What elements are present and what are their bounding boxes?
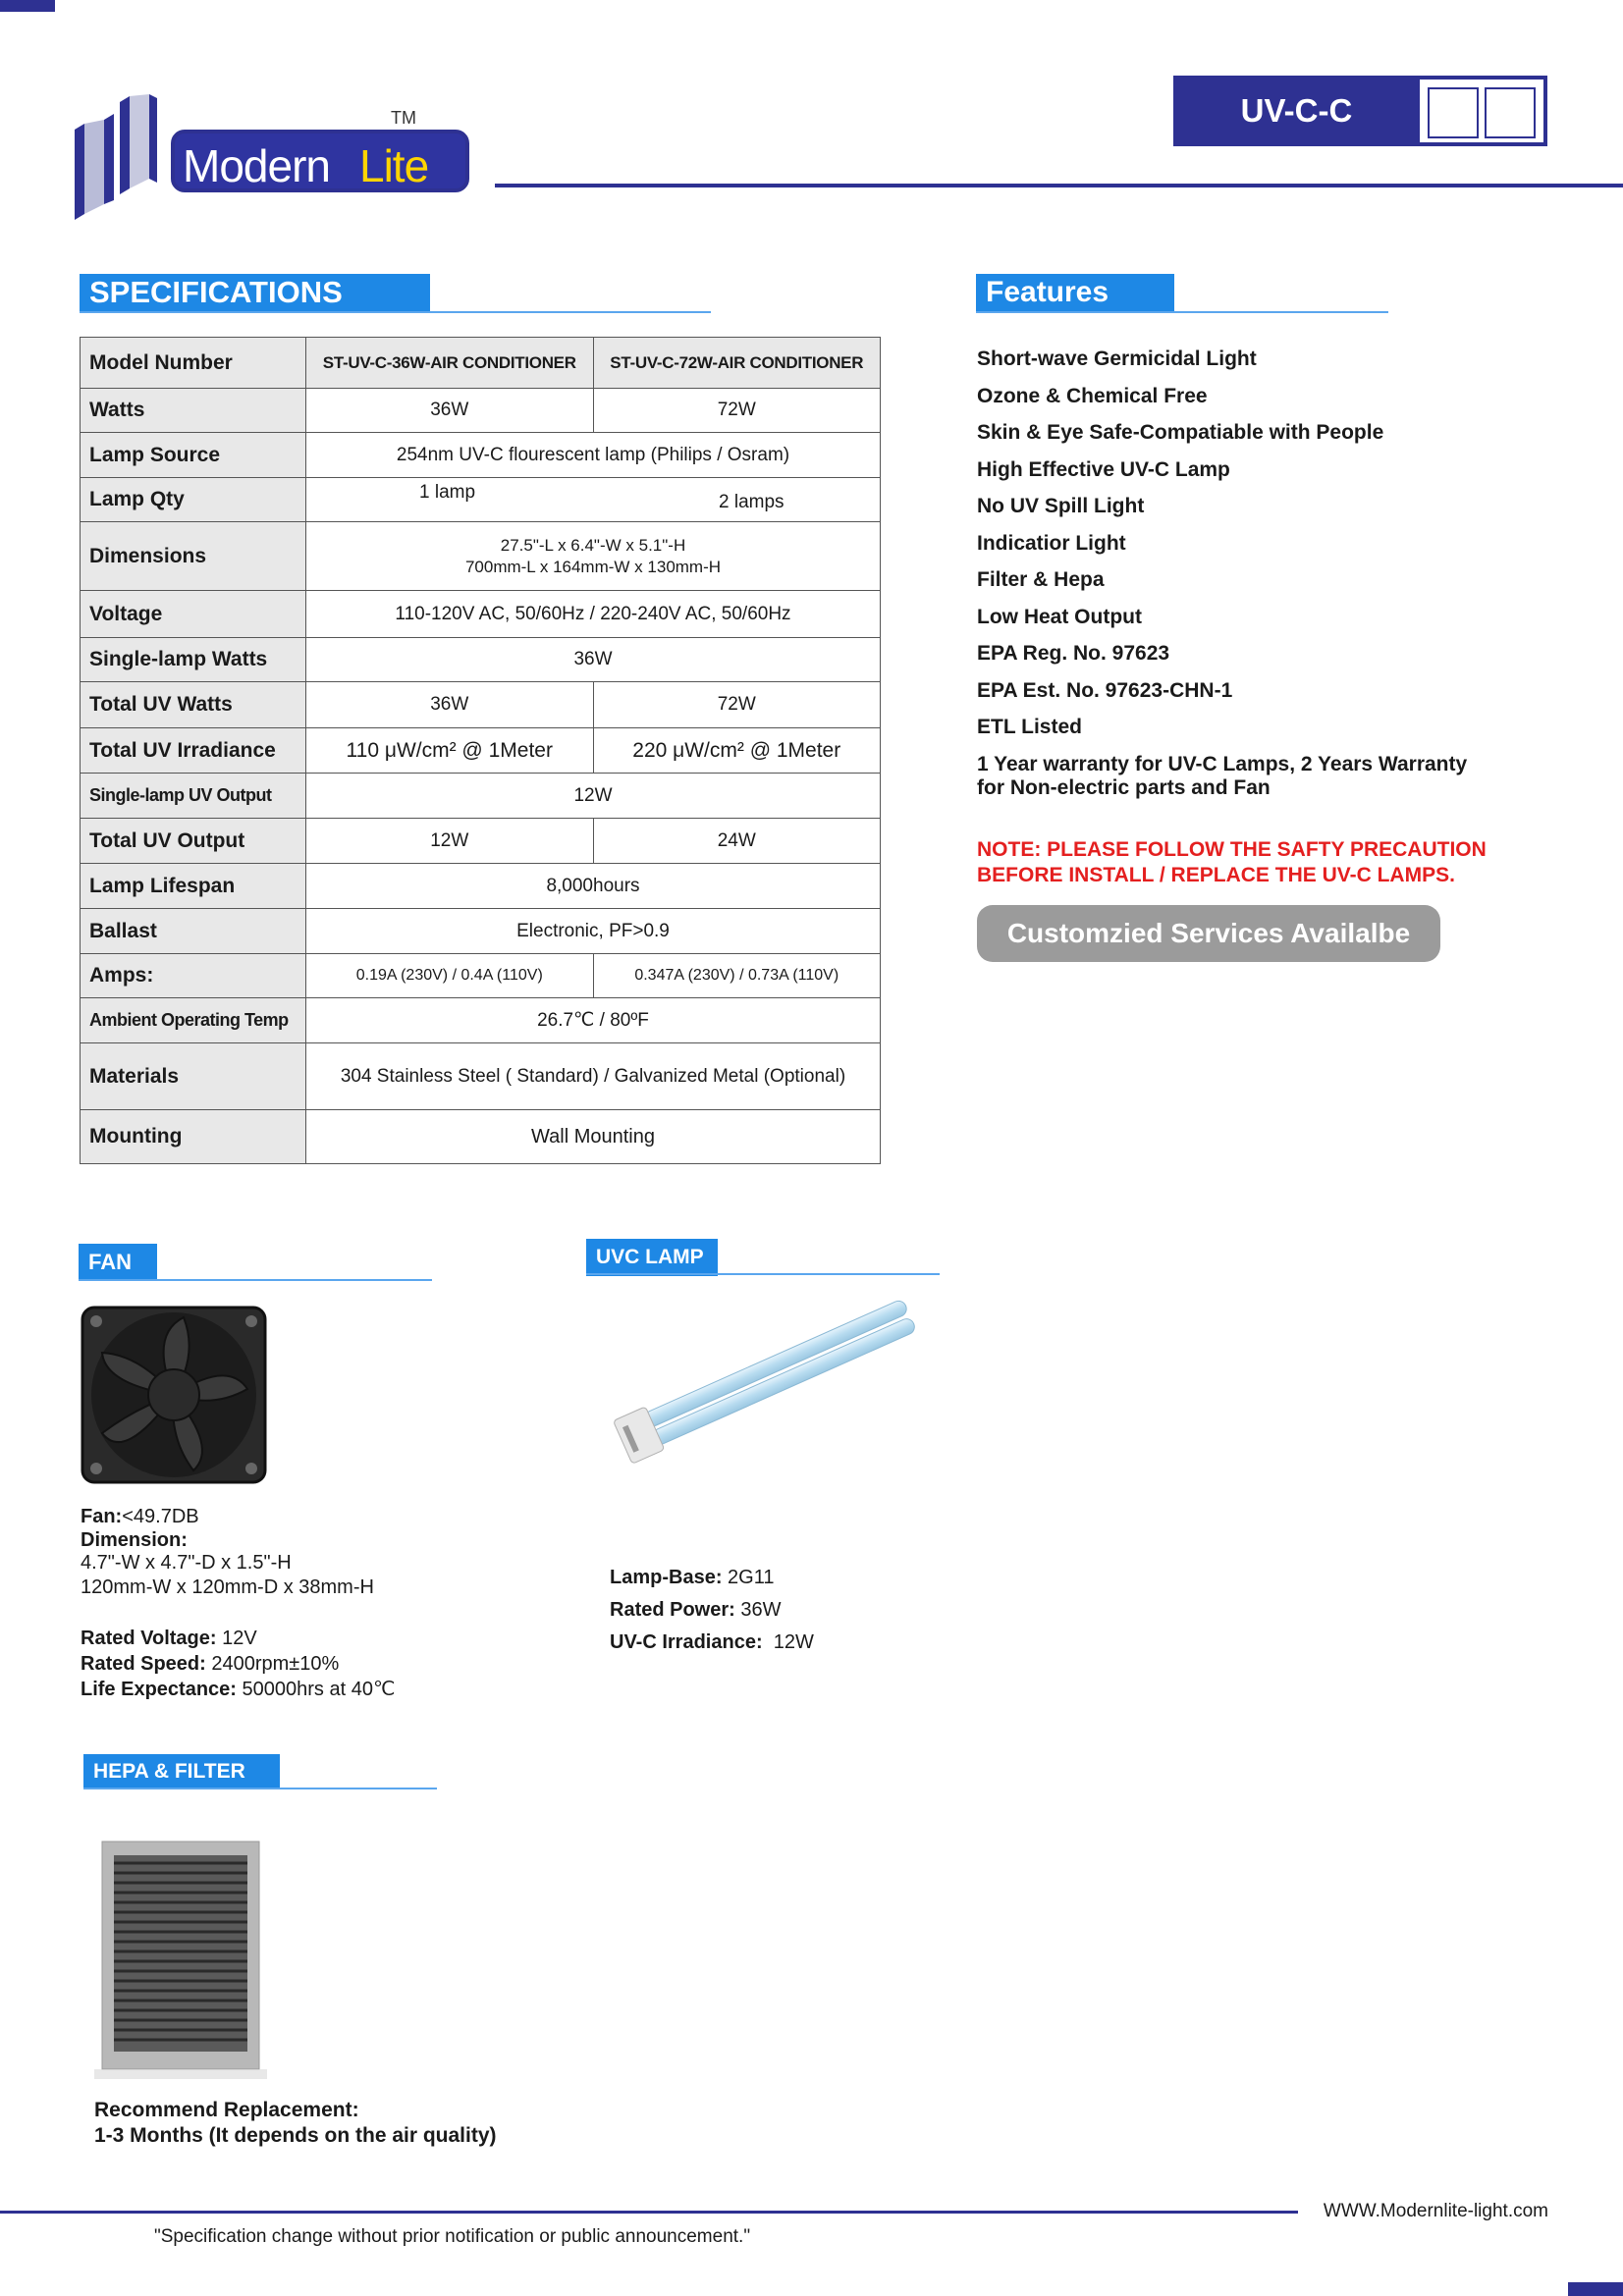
fan-life-label: Life Expectance: — [81, 1679, 237, 1700]
spec-label: Lamp Qty — [81, 478, 306, 522]
spec-model-col1: ST-UV-C-36W-AIR CONDITIONER — [306, 338, 594, 389]
spec-label: Mounting — [81, 1110, 306, 1164]
safety-note-line: BEFORE INSTALL / REPLACE THE UV-C LAMPS. — [977, 864, 1455, 886]
spec-value: 27.5"-L x 6.4"-W x 5.1"-H — [500, 535, 686, 555]
feature-item: No UV Spill Light — [977, 495, 1145, 517]
fan-dimension-label: Dimension: — [81, 1529, 188, 1551]
spec-label: Lamp Source — [81, 433, 306, 478]
spec-label: Dimensions — [81, 522, 306, 591]
spec-value: 110-120V AC, 50/60Hz / 220-240V AC, 50/60Hz — [306, 591, 881, 638]
table-row — [81, 338, 881, 389]
features-list — [977, 347, 1527, 800]
feature-item: Indicatior Light — [977, 531, 1126, 555]
spec-value: 24W — [593, 819, 881, 864]
spec-label: Materials — [81, 1043, 306, 1110]
spec-label: Total UV Irradiance — [81, 728, 306, 774]
spec-label: Single-lamp UV Output — [81, 774, 306, 819]
fan-dimension-value: 4.7"-W x 4.7"-D x 1.5"-H — [81, 1552, 292, 1574]
spec-value: 700mm-L x 164mm-W x 130mm-H — [464, 557, 722, 576]
fan-speed-value: 2400rpm±10% — [211, 1653, 340, 1675]
uvc-lamp-image — [601, 1294, 935, 1470]
logo-wordmark — [171, 130, 469, 192]
fan-speed-label: Rated Speed: — [81, 1653, 206, 1675]
fan-noise-value: <49.7DB — [122, 1506, 199, 1527]
lamp-power-value: 36W — [740, 1599, 782, 1621]
corner-accent-bottom — [1568, 2282, 1623, 2296]
table-row — [81, 591, 881, 638]
spec-value: 1 lamp — [419, 482, 476, 503]
footer-website-link[interactable]: WWW.Modernlite-light.com — [1323, 2201, 1548, 2221]
spec-value: 72W — [593, 682, 881, 728]
specifications-heading: SPECIFICATIONS — [80, 274, 430, 311]
spec-value: 12W — [306, 774, 881, 819]
logo-text-modern: Modern — [183, 140, 330, 191]
table-row — [81, 638, 881, 682]
footer-disclaimer: "Specification change without prior notification or public announcement." — [154, 2226, 751, 2247]
model-tag — [1173, 76, 1547, 146]
model-box — [1485, 87, 1536, 138]
table-row — [81, 522, 881, 591]
hepa-filter-heading: HEPA & FILTER — [83, 1754, 280, 1789]
specifications-heading-rule — [80, 311, 711, 313]
spec-value: 72W — [593, 389, 881, 433]
fan-image — [81, 1306, 267, 1484]
spec-model-col2: ST-UV-C-72W-AIR CONDITIONER — [593, 338, 881, 389]
table-row — [81, 909, 881, 954]
table-row — [81, 998, 881, 1043]
feature-item: Low Heat Output — [977, 605, 1142, 628]
table-row — [81, 819, 881, 864]
lamp-base-label: Lamp-Base: — [610, 1567, 723, 1588]
features-heading: Features — [976, 274, 1174, 311]
spec-value: 110 μW/cm² @ 1Meter — [306, 728, 594, 774]
spec-label: Ballast — [81, 909, 306, 954]
table-row — [81, 433, 881, 478]
header-rule — [495, 184, 1623, 187]
spec-value-cell — [306, 522, 881, 591]
hepa-filter-heading-rule — [83, 1788, 437, 1789]
table-row — [81, 1043, 881, 1110]
model-tag-boxes — [1418, 78, 1545, 144]
fan-dimension-value: 120mm-W x 120mm-D x 38mm-H — [81, 1576, 374, 1598]
customized-services-button[interactable]: Customzied Services Availalbe — [977, 905, 1440, 962]
spec-label: Ambient Operating Temp — [81, 998, 306, 1043]
fan-heading: FAN — [79, 1244, 157, 1281]
feature-item: Filter & Hepa — [977, 568, 1105, 591]
fan-heading-rule — [79, 1279, 432, 1281]
footer-rule — [0, 2211, 1298, 2214]
spec-value: 26.7℃ / 80ºF — [306, 998, 881, 1043]
hepa-replacement — [94, 2098, 497, 2149]
spec-label: Model Number — [81, 338, 306, 389]
table-row — [81, 864, 881, 909]
spec-value: 2 lamps — [719, 492, 784, 512]
uvc-lamp-heading-rule — [586, 1273, 940, 1275]
safety-note — [977, 837, 1527, 888]
spec-value: 220 μW/cm² @ 1Meter — [593, 728, 881, 774]
lamp-base-value: 2G11 — [728, 1567, 775, 1588]
feature-item: EPA Reg. No. 97623 — [977, 642, 1170, 665]
spec-label: Total UV Watts — [81, 682, 306, 728]
lamp-irradiance-label: UV-C Irradiance: — [610, 1631, 763, 1653]
model-tag-text: UV-C-C — [1240, 92, 1353, 129]
trademark-symbol: TM — [391, 108, 416, 128]
fan-life-value: 50000hrs at 40℃ — [242, 1679, 396, 1700]
feature-item: Ozone & Chemical Free — [977, 384, 1208, 407]
corner-accent-top — [0, 0, 55, 12]
spec-label: Amps: — [81, 954, 306, 998]
lamp-power-label: Rated Power: — [610, 1599, 735, 1621]
spec-value: 304 Stainless Steel ( Standard) / Galvanized Metal (Optional) — [306, 1043, 881, 1110]
warranty-line: 1 Year warranty for UV-C Lamps, 2 Years Warranty — [977, 752, 1468, 775]
spec-value: 254nm UV-C flourescent lamp (Philips / Osram) — [306, 433, 881, 478]
spec-value: 36W — [306, 389, 594, 433]
spec-label: Lamp Lifespan — [81, 864, 306, 909]
spec-label: Total UV Output — [81, 819, 306, 864]
lamp-irradiance-value: 12W — [773, 1631, 814, 1653]
feature-item: ETL Listed — [977, 716, 1082, 738]
specifications-table — [80, 337, 881, 1164]
feature-item: Short-wave Germicidal Light — [977, 347, 1257, 370]
fan-details — [81, 1504, 395, 1702]
spec-value: Wall Mounting — [306, 1110, 881, 1164]
spec-value: 8,000hours — [306, 864, 881, 909]
fan-voltage-value: 12V — [222, 1628, 257, 1649]
feature-item: EPA Est. No. 97623-CHN-1 — [977, 678, 1233, 702]
logo-text-lite: Lite — [359, 140, 429, 191]
feature-item: High Effective UV-C Lamp — [977, 457, 1230, 481]
replacement-value: 1-3 Months (It depends on the air quality) — [94, 2124, 497, 2147]
table-row — [81, 389, 881, 433]
uvc-lamp-details — [610, 1562, 814, 1659]
hepa-filter-image — [94, 1836, 271, 2081]
table-row — [81, 682, 881, 728]
fan-noise-label: Fan: — [81, 1506, 123, 1527]
spec-label: Voltage — [81, 591, 306, 638]
spec-value-cell — [306, 478, 881, 522]
model-box — [1428, 87, 1479, 138]
spec-label: Single-lamp Watts — [81, 638, 306, 682]
table-row — [81, 1110, 881, 1164]
spec-value: Electronic, PF>0.9 — [306, 909, 881, 954]
feature-item: Skin & Eye Safe-Compatiable with People — [977, 421, 1384, 444]
warranty-line: for Non-electric parts and Fan — [977, 775, 1271, 799]
table-row — [81, 774, 881, 819]
safety-note-line: NOTE: PLEASE FOLLOW THE SAFTY PRECAUTION — [977, 838, 1487, 861]
spec-value: 36W — [306, 638, 881, 682]
features-heading-rule — [976, 311, 1388, 313]
spec-label: Watts — [81, 389, 306, 433]
spec-value: 0.19A (230V) / 0.4A (110V) — [306, 954, 594, 998]
modernlite-logo — [75, 94, 428, 220]
table-row — [81, 478, 881, 522]
spec-value: 36W — [306, 682, 594, 728]
uvc-lamp-heading: UVC LAMP — [586, 1239, 718, 1276]
table-row — [81, 954, 881, 998]
spec-value: 12W — [306, 819, 594, 864]
replacement-label: Recommend Replacement: — [94, 2099, 359, 2121]
table-row — [81, 728, 881, 774]
fan-voltage-label: Rated Voltage: — [81, 1628, 217, 1649]
spec-value: 0.347A (230V) / 0.73A (110V) — [593, 954, 881, 998]
feature-warranty — [977, 753, 1527, 800]
